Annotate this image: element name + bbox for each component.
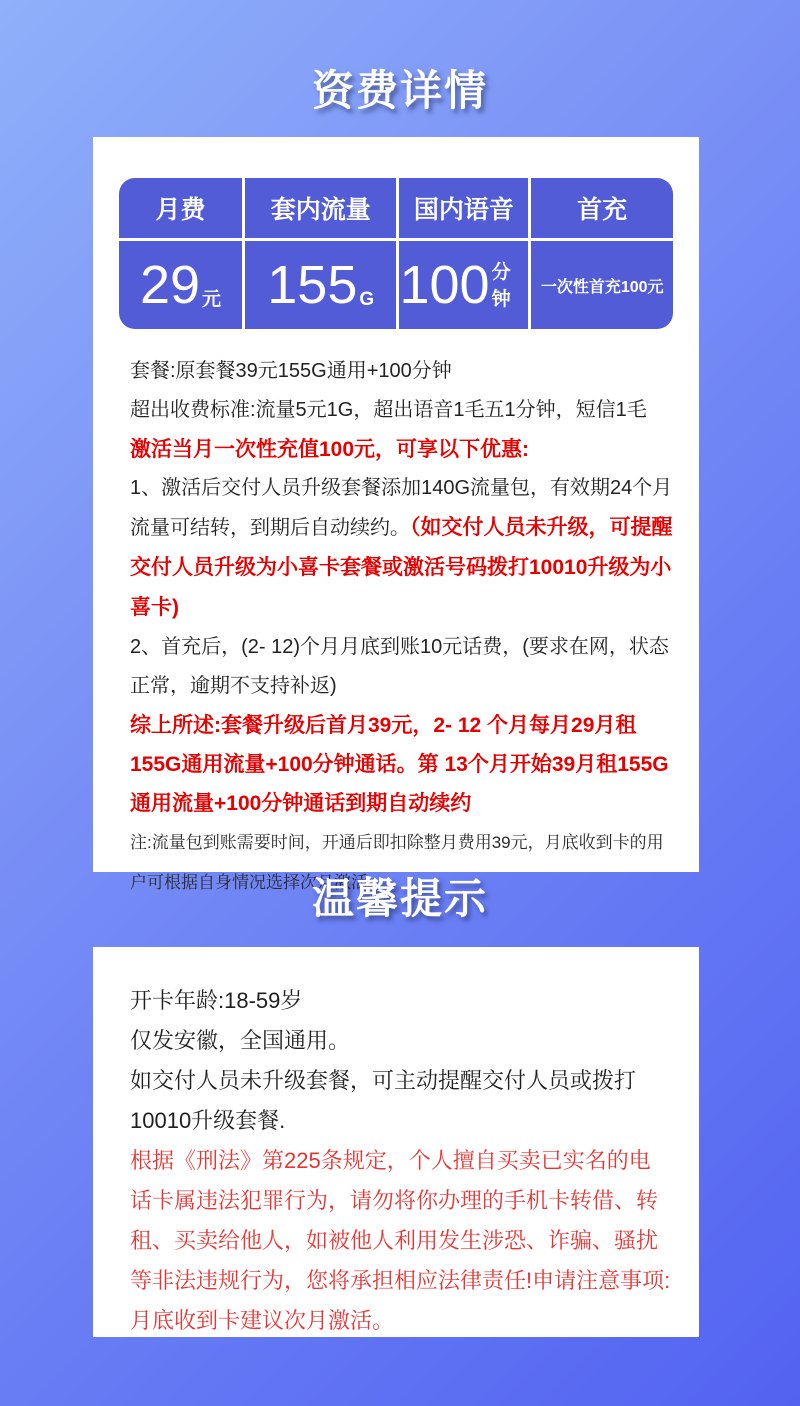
tariff-details-text [130,352,675,903]
domestic-voice-number: 100 [399,255,490,315]
benefit-item-1-text: 1、激活后交付人员升级套餐添加140G流量包，有效期24个月流量可结转，到期后自动续约。 [130,477,673,539]
benefit-item-1 [130,469,675,628]
plan-table [119,178,673,329]
plan-table-value-monthly-fee [119,241,242,329]
plan-table-value-included-data [245,241,396,329]
legal-warning-line: 根据《刑法》第225条规定，个人擅自买卖已实名的电话卡属违法犯罪行为，请勿将你办理的手机卡转借、转租、买卖给他人，如被他人利用发生涉恐、诈骗、骚扰等非法违规行为，您将承担相应法律责任!申请注意事项: [130,1148,671,1293]
first-recharge-text: 一次性首充100元 [540,278,664,296]
included-data-number: 155 [267,255,358,315]
base-plan-line: 套餐:原套餐39元155G通用+100分钟 [130,360,452,382]
benefit-item-2: 2、首充后，(2- 12)个月月底到账10元话费，(要求在网，状态正常，逾期不支持补返) [130,636,669,697]
plan-table-value-domestic-voice [399,241,528,329]
tips-card [93,947,699,1337]
monthly-fee-number: 29 [139,255,201,315]
summary-line: 综上所述:套餐升级后首月39元，2- 12 个月每月29月租155G通用流量+100分钟通话。第 13个月开始39月租155G通用流量+100分钟通话到期自动续约 [130,714,669,815]
note-line: 注:流量包到账需要时间，开通后即扣除整月费用39元，月底收到卡的用户可根据自身情况选择次月激活 [130,833,664,892]
plan-table-header-monthly-fee: 月费 [119,178,242,238]
included-data-unit: G [359,289,375,310]
tips-text [93,947,699,1341]
domestic-voice-unit: 分钟 [491,262,511,310]
plan-table-header-included-data: 套内流量 [245,178,396,238]
tariff-card [93,137,699,892]
overage-line: 超出收费标准:流量5元1G，超出语音1毛五1分钟，短信1毛 [130,399,647,421]
recharge-highlight-line: 激活当月一次性充值100元，可享以下优惠: [130,438,530,461]
monthly-fee-unit: 元 [202,289,222,310]
tips-section-title: 温馨提示 [311,875,488,922]
region-line: 仅发安徽，全国通用。 [130,1028,351,1053]
age-requirement-line: 开卡年龄:18-59岁 [130,988,303,1013]
benefit-item-1-warning: （如交付人员未升级，可提醒交付人员升级为小喜卡套餐或激活号码拨打10010升级为小喜卡) [130,516,673,619]
plan-table-header-domestic-voice: 国内语音 [399,178,528,238]
plan-table-value-first-recharge [531,241,673,329]
activation-tip-line: 月底收到卡建议次月激活。 [130,1308,395,1333]
plan-table-header-first-recharge: 首充 [531,178,673,238]
upgrade-reminder-line: 如交付人员未升级套餐，可主动提醒交付人员或拨打10010升级套餐. [130,1068,637,1133]
tariff-section-title: 资费详情 [311,67,488,114]
